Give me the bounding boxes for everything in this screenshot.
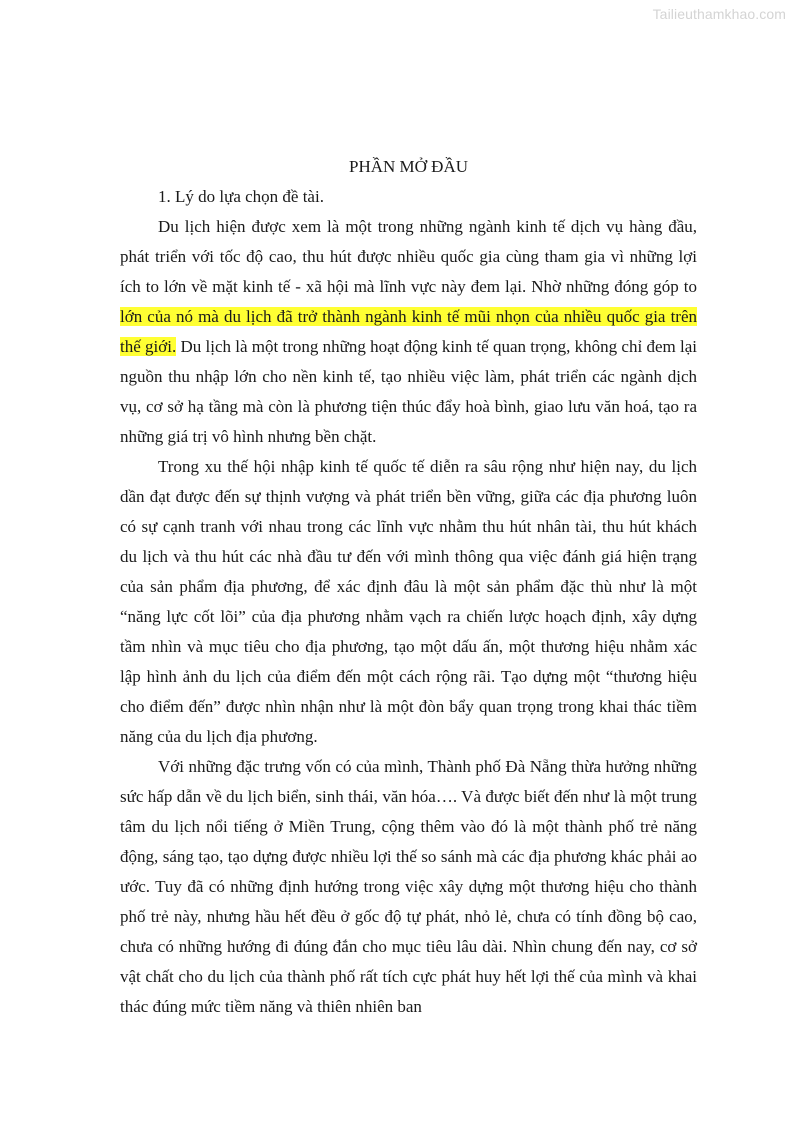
highlighted-text: lớn của nó mà du lịch đã trở thành ngành kinh tế mũi nhọn của nhiều quốc gia trên thế giới. bbox=[120, 307, 697, 356]
paragraph-1 bbox=[120, 212, 697, 452]
paragraph-1-text-end: Du lịch là một trong những hoạt động kinh tế quan trọng, không chỉ đem lại nguồn thu nhập lớn cho nền kinh tế, tạo nhiều việc làm, phát triển các ngành dịch vụ, cơ sở hạ tầng mà còn là phương tiện thúc đẩy hoà bình, giao lưu văn hoá, tạo ra những giá trị vô hình nhưng bền chặt. bbox=[120, 337, 697, 446]
page-heading: PHẦN MỞ ĐẦU bbox=[348, 157, 468, 176]
paragraph-1-text-start: Du lịch hiện được xem là một trong những ngành kinh tế dịch vụ hàng đầu, phát triển với tốc độ cao, thu hút được nhiều quốc gia cùng tham gia vì những lợi ích to lớn về mặt kinh tế - xã hội mà lĩnh vực này đem lại. Nhờ những đóng góp to bbox=[120, 217, 697, 296]
section-title: 1. Lý do lựa chọn đề tài. bbox=[158, 187, 324, 206]
paragraph-3: Với những đặc trưng vốn có của mình, Thành phố Đà Nẵng thừa hưởng những sức hấp dẫn về du lịch biển, sinh thái, văn hóa…. Và được biết đến như là một trung tâm du lịch nổi tiếng ở Miền Trung, cộng thêm vào đó là một thành phố trẻ năng động, sáng tạo, tạo dựng được nhiều lợi thế so sánh mà các địa phương khác phải ao ước. Tuy đã có những định hướng trong việc xây dựng một thương hiệu cho thành phố trẻ này, nhưng hầu hết đều ở gốc độ tự phát, nhỏ lẻ, chưa có tính đồng bộ cao, chưa có những hướng đi đúng đắn cho mục tiêu lâu dài. Nhìn chung đến nay, cơ sở vật chất cho du lịch của thành phố rất tích cực phát huy hết lợi thế của mình và khai thác đúng mức tiềm năng và thiên nhiên ban bbox=[120, 757, 697, 1016]
watermark-text: Tailieuthamkhao.com bbox=[652, 6, 786, 22]
paragraph-2: Trong xu thế hội nhập kinh tế quốc tế diễn ra sâu rộng như hiện nay, du lịch dần đạt được đến sự thịnh vượng và phát triển bền vững, giữa các địa phương luôn có sự cạnh tranh với nhau trong các lĩnh vực nhằm thu hút nhân tài, thu hút khách du lịch và thu hút các nhà đầu tư đến với mình thông qua việc đánh giá hiện trạng của sản phẩm địa phương, để xác định đâu là một sản phẩm đặc thù như là một “năng lực cốt lõi” của địa phương nhằm vạch ra chiến lược hoạch định, xây dựng tầm nhìn và mục tiêu cho địa phương, tạo một dấu ấn, một thương hiệu nhằm xác lập hình ảnh du lịch của điểm đến một cách rộng rãi. Tạo dựng một “thương hiệu cho điểm đến” được nhìn nhận như là một đòn bẩy quan trọng trong khai thác tiềm năng của du lịch địa phương. bbox=[120, 457, 697, 746]
document-body bbox=[120, 152, 697, 1022]
